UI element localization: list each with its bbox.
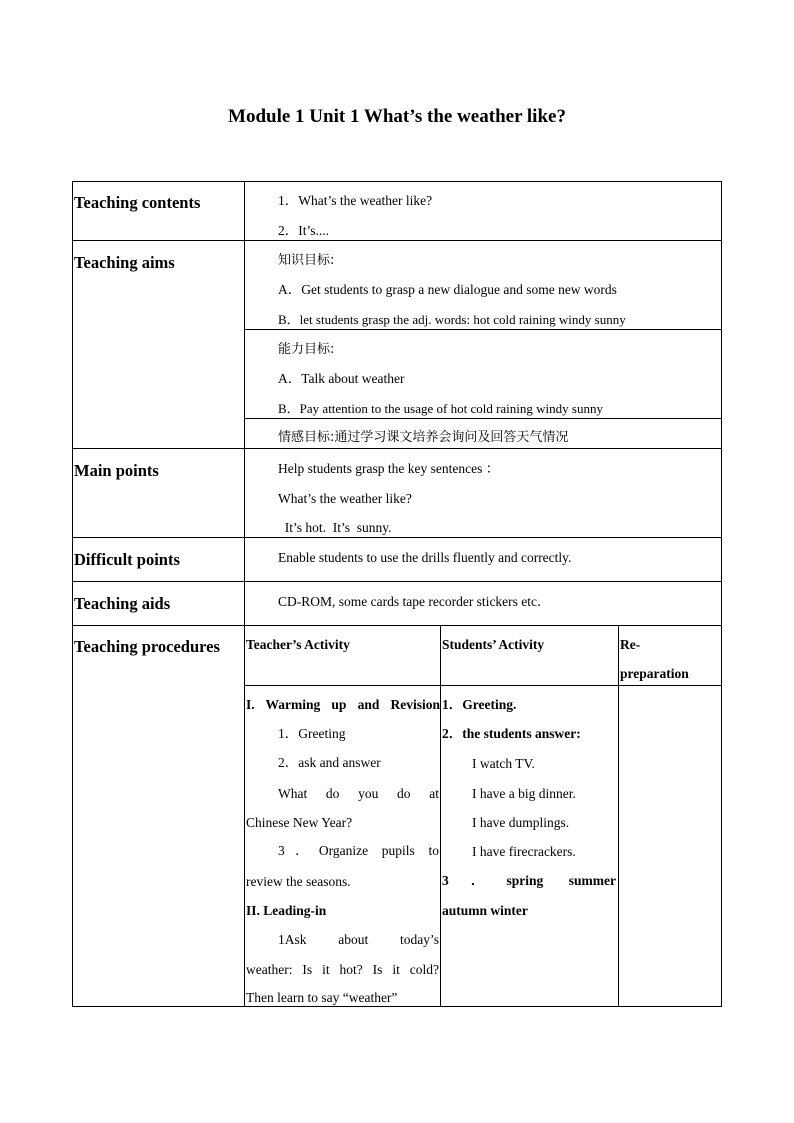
teacher-section-warming-up: I. Warming up and Revision (246, 697, 440, 712)
aim-knowledge-heading: 知识目标: (278, 253, 335, 268)
teacher-step: Then learn to say “weather” (246, 990, 398, 1005)
teacher-step: weather: Is it hot? Is it cold? (246, 962, 439, 977)
header-students-activity: Students’ Activity (442, 637, 545, 652)
column-divider-students (618, 625, 619, 1007)
row-label-teaching-aids: Teaching aids (74, 594, 171, 613)
row-divider (244, 329, 722, 330)
teacher-step: 1．Greeting (278, 726, 346, 741)
page-title: Module 1 Unit 1 What’s the weather like? (228, 106, 566, 127)
aim-knowledge-b: B．let students grasp the adj. words: hot cold raining windy sunny (278, 312, 626, 327)
teacher-step: 2．ask and answer (278, 755, 381, 770)
column-divider-teacher (440, 625, 441, 1007)
main-point-line-3: It’s hot. It’s sunny. (278, 520, 392, 535)
student-step: 2．the students answer: (442, 726, 581, 741)
row-divider (72, 537, 722, 538)
column-divider (244, 181, 245, 1007)
student-step: 1．Greeting. (442, 697, 517, 712)
row-divider (244, 418, 722, 419)
main-point-line-1: Help students grasp the key sentences ： (278, 461, 500, 476)
student-step: I have dumplings. (472, 815, 570, 830)
aim-ability-a: A．Talk about weather (278, 371, 405, 386)
row-divider (244, 685, 722, 686)
row-divider (72, 240, 722, 241)
content-line-1: 1．What’s the weather like? (278, 193, 433, 208)
row-divider (72, 581, 722, 582)
teaching-aids-text: CD-ROM, some cards tape recorder stickers etc． (278, 594, 551, 609)
student-step: I have a big dinner. (472, 786, 576, 801)
teacher-step: 3．Organize pupils to (278, 843, 439, 858)
table-border-left (72, 181, 73, 1007)
main-point-line-2: What’s the weather like? (278, 491, 412, 506)
content-line-2: 2．It’s.... (278, 223, 330, 238)
aim-ability-b: B．Pay attention to the usage of hot cold raining windy sunny (278, 401, 603, 416)
student-step: I watch TV. (472, 756, 535, 771)
teacher-section-leading-in: II. Leading-in (246, 903, 327, 918)
row-label-teaching-contents: Teaching contents (74, 193, 201, 212)
teacher-step: Chinese New Year? (246, 815, 353, 830)
row-label-difficult-points: Difficult points (74, 550, 180, 569)
row-label-main-points: Main points (74, 461, 159, 480)
header-re-preparation-1: Re- (620, 637, 641, 652)
aim-ability-heading: 能力目标: (278, 342, 335, 357)
aim-knowledge-a: A．Get students to grasp a new dialogue and some new words (278, 282, 617, 297)
student-step: autumn winter (442, 903, 528, 918)
teacher-step: review the seasons. (246, 874, 351, 889)
teacher-step: What do you do at (278, 786, 439, 801)
header-re-preparation-2: preparation (620, 666, 689, 681)
teacher-step: 1Ask about today’s (278, 932, 439, 947)
header-teacher-activity: Teacher’s Activity (246, 637, 350, 652)
difficult-point-text: Enable students to use the drills fluently and correctly. (278, 550, 572, 565)
row-divider (72, 181, 722, 182)
table-border-right (721, 181, 722, 1007)
row-divider (72, 625, 722, 626)
row-divider (72, 448, 722, 449)
student-step: I have firecrackers. (472, 844, 576, 859)
row-label-teaching-procedures: Teaching procedures (74, 637, 220, 656)
aim-emotion: 情感目标:通过学习课文培养会询问及回答天气情况 (278, 430, 569, 445)
row-label-teaching-aims: Teaching aims (74, 253, 175, 272)
student-step: 3．spring summer (442, 873, 616, 888)
